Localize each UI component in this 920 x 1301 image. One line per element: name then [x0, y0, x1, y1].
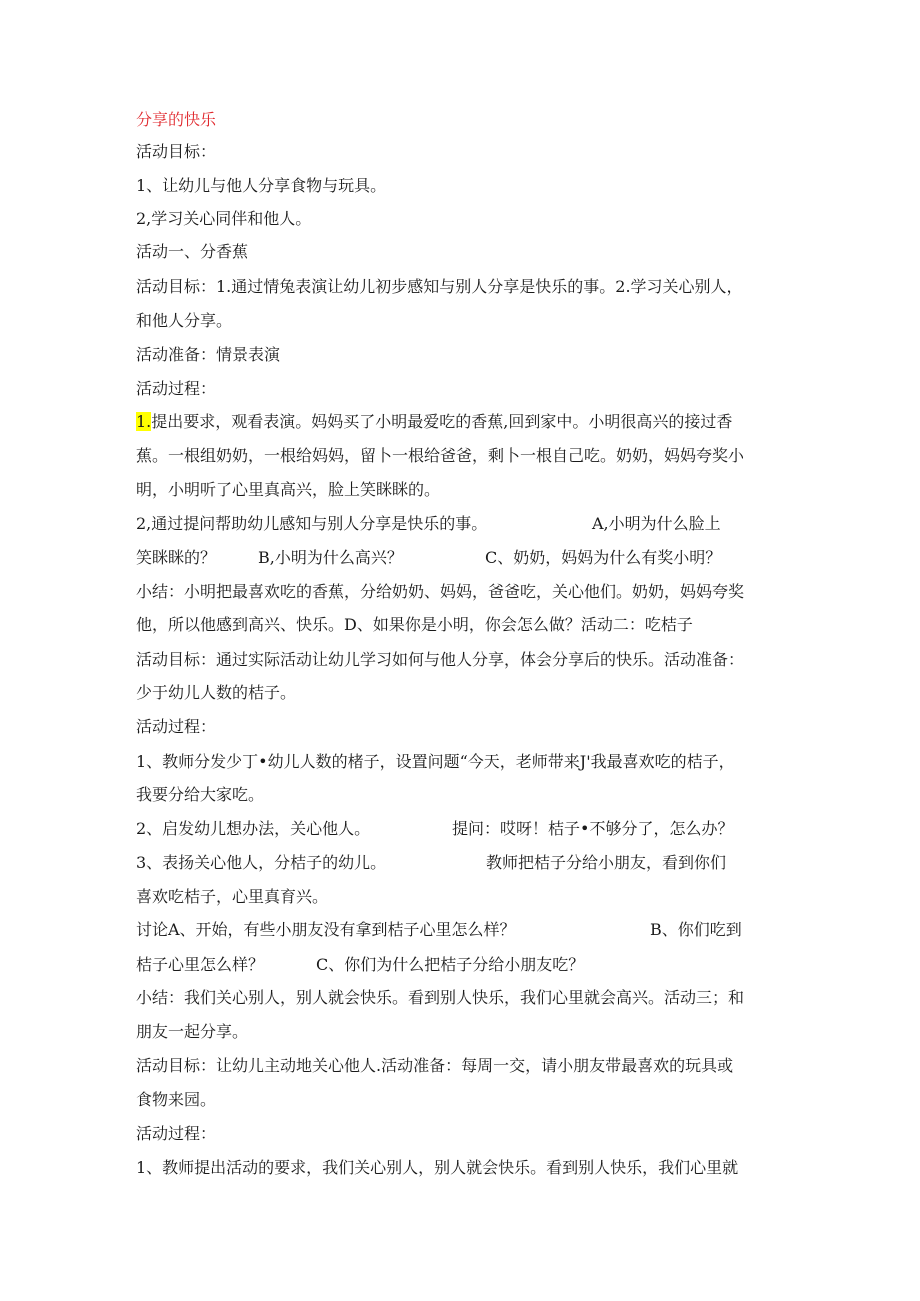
text-line [136, 412, 732, 432]
text-line: 活动准备：情景表演 [136, 345, 281, 364]
text-span: 提出要求，观看表演。妈妈买了小明最爱吃的香蕉,回到家中。小明很高兴的接过香 [151, 412, 733, 431]
text-line: 小结：我们关心别人，别人就会快乐。看到别人快乐，我们心里就会高兴。活动三；和 [136, 988, 745, 1007]
text-line: 小结：小明把最喜欢吃的香蕉，分给奶奶、妈妈，爸爸吃，关心他们。奶奶，妈妈夸奖 [136, 582, 745, 601]
text-line: 蕉。一根组奶奶，一根给妈妈，留卜一根给爸爸，剩卜一根自己吃。奶奶，妈妈夸奖小 [136, 446, 745, 465]
text-line: 他，所以他感到高兴、快乐。D、如果你是小明，你会怎么做？活动二：吃桔子 [136, 615, 693, 634]
text-line: 喜欢吃桔子，心里真育兴。 [136, 887, 329, 906]
text-span: C、奶奶，妈妈为什么有奖小明？ [485, 548, 722, 567]
text-span: B、你们吃到 [650, 920, 742, 939]
text-span: 笑眯眯的？ [136, 548, 217, 567]
text-span: 桔子心里怎么样？ [136, 955, 265, 974]
highlighted-number: 1. [136, 412, 152, 431]
text-line: 活动目标：1.通过情兔表演让幼儿初步感知与别人分享是快乐的事。2.学习关心别人， [136, 277, 743, 296]
text-line: 我要分给大家吃。 [136, 785, 265, 804]
text-line: 和他人分享。 [136, 311, 233, 330]
text-line: 2,学习关心同伴和他人。 [136, 209, 312, 228]
text-span: B,小明为什么高兴？ [258, 548, 403, 567]
text-line: 食物来园。 [136, 1090, 217, 1109]
text-line: 活动过程： [136, 717, 217, 736]
text-span: 2、启发幼儿想办法，关心他人。 [136, 819, 371, 838]
text-line: 活动过程： [136, 379, 217, 398]
text-span: 教师把桔子分给小朋友，看到你们 [486, 853, 727, 872]
section-heading: 活动一、分香蕉 [136, 242, 249, 261]
text-span: C、你们为什么把桔子分给小朋友吃？ [316, 955, 585, 974]
text-line: 1、教师分发少丁•幼儿人数的楮子，设置问题“今天，老师带来J'我最喜欢吃的桔子， [136, 752, 735, 771]
text-line: 1、让幼儿与他人分享食物与玩具。 [136, 176, 387, 195]
text-line: 少于幼儿人数的桔子。 [136, 683, 297, 702]
text-span: 讨论A、开始，有些小朋友没有拿到桔子心里怎么样？ [136, 920, 516, 939]
text-span: 提问：哎呀！桔子•不够分了，怎么办？ [452, 819, 734, 838]
text-line: 活动目标：通过实际活动让幼儿学习如何与他人分享，体会分享后的快乐。活动准备： [136, 650, 745, 669]
text-line: 朋友一起分享。 [136, 1022, 249, 1041]
text-line: 活动过程： [136, 1124, 217, 1143]
text-span: A,小明为什么脸上 [592, 514, 721, 533]
text-line: 明，小明听了心里真高兴，脸上笑眯眯的。 [136, 480, 441, 499]
text-span: 2,通过提问帮助幼儿感知与别人分享是快乐的事。 [136, 514, 488, 533]
text-line: 1、教师提出活动的要求，我们关心别人，别人就会快乐。看到别人快乐，我们心里就 [136, 1158, 739, 1177]
document-title: 分享的快乐 [136, 110, 217, 129]
text-line: 活动目标：让幼儿主动地关心他人.活动准备：每周一交，请小朋友带最喜欢的玩具或 [136, 1056, 734, 1075]
text-span: 3、表扬关心他人，分桔子的幼儿。 [136, 853, 387, 872]
text-line: 活动目标： [136, 142, 217, 161]
